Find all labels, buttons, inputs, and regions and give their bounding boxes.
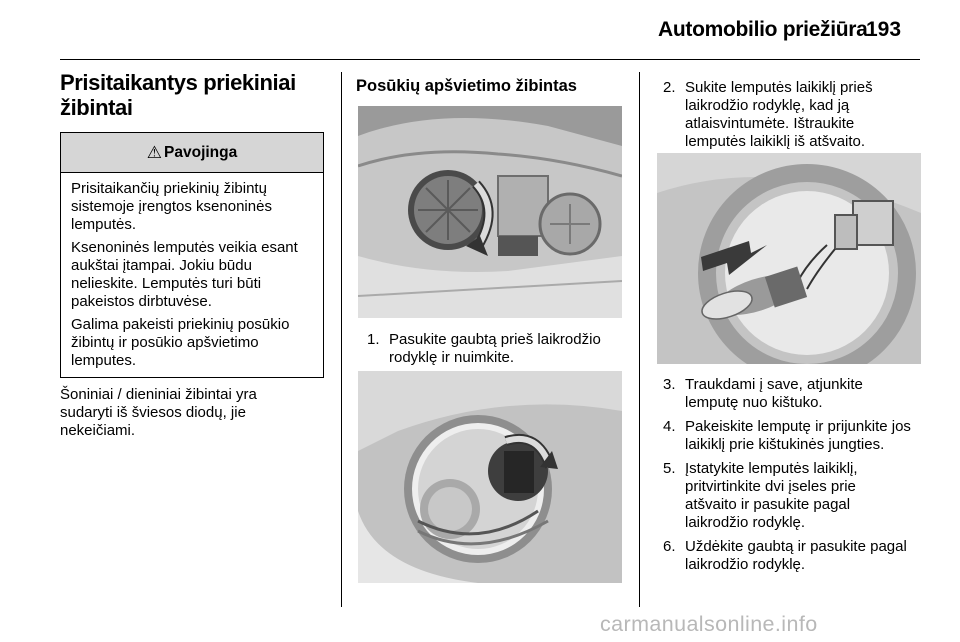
danger-paragraph-3: Galima pakeisti priekinių posūkio žibintų ir posūkio apšvietimo lemputes. bbox=[71, 316, 290, 369]
warning-triangle-icon: ⚠ bbox=[146, 142, 163, 162]
danger-box bbox=[60, 132, 324, 378]
subsection-title: Posūkių apšvietimo žibintas bbox=[356, 77, 577, 95]
page-number: 193 bbox=[866, 18, 902, 41]
header-title: Automobilio priežiūra bbox=[658, 18, 868, 41]
page-header bbox=[0, 0, 960, 64]
step-text: Pakeiskite lemputę ir prijunkite jos laikiklį prie kištukinės jungties. bbox=[685, 418, 911, 453]
step-number: 2. bbox=[663, 79, 676, 96]
danger-paragraph-1: Prisitaikančių priekinių žibintų sistemoje įrengtos ksenoninės lemputės. bbox=[71, 180, 272, 233]
step-3 bbox=[663, 376, 923, 412]
watermark: carmanualsonline.info bbox=[600, 612, 818, 636]
column-divider-right bbox=[639, 72, 640, 607]
section-title: Prisitaikantys priekiniai žibintai bbox=[60, 70, 296, 120]
header-rule bbox=[60, 59, 920, 60]
step-text: Pasukite gaubtą prieš laikrodžio rodyklę ir nuimkite. bbox=[389, 331, 601, 366]
figure-bulb-removal bbox=[657, 153, 921, 364]
column-divider-left bbox=[341, 72, 342, 607]
step-5 bbox=[663, 460, 923, 532]
step-text: Sukite lemputės laikiklį prieš laikrodžio rodyklę, kad ją atlaisvintumėte. Ištraukite lemputės laikiklį iš atšvaito. bbox=[685, 79, 873, 150]
step-number: 6. bbox=[663, 538, 676, 555]
step-text: Traukdami į save, atjunkite lemputę nuo kištuko. bbox=[685, 376, 863, 411]
step-2 bbox=[663, 79, 923, 151]
step-text: Įstatykite lemputės laikiklį, pritvirtinkite dvi įseles prie atšvaito ir pasukite pagal laikrodžio rodyklę. bbox=[685, 460, 858, 531]
step-1 bbox=[367, 331, 627, 367]
step-6 bbox=[663, 538, 925, 574]
left-column bbox=[60, 70, 324, 120]
danger-body bbox=[61, 173, 323, 370]
danger-header bbox=[61, 133, 323, 173]
step-number: 1. bbox=[367, 331, 380, 348]
step-4 bbox=[663, 418, 925, 454]
step-number: 5. bbox=[663, 460, 676, 477]
step-number: 4. bbox=[663, 418, 676, 435]
figure-bulb-holder bbox=[358, 371, 622, 583]
figure-headlamp-cover bbox=[358, 106, 622, 318]
led-note: Šoniniai / dieniniai žibintai yra sudaryti iš šviesos diodų, jie nekeičiami. bbox=[60, 386, 257, 439]
step-text: Uždėkite gaubtą ir pasukite pagal laikrodžio rodyklę. bbox=[685, 538, 907, 573]
danger-label: Pavojinga bbox=[164, 143, 238, 161]
danger-paragraph-2: Ksenoninės lemputės veikia esant aukštai įtampai. Jokiu būdu nelieskite. Lemputės turi būti pakeistos dirbtuvėse. bbox=[71, 239, 298, 310]
step-number: 3. bbox=[663, 376, 676, 393]
